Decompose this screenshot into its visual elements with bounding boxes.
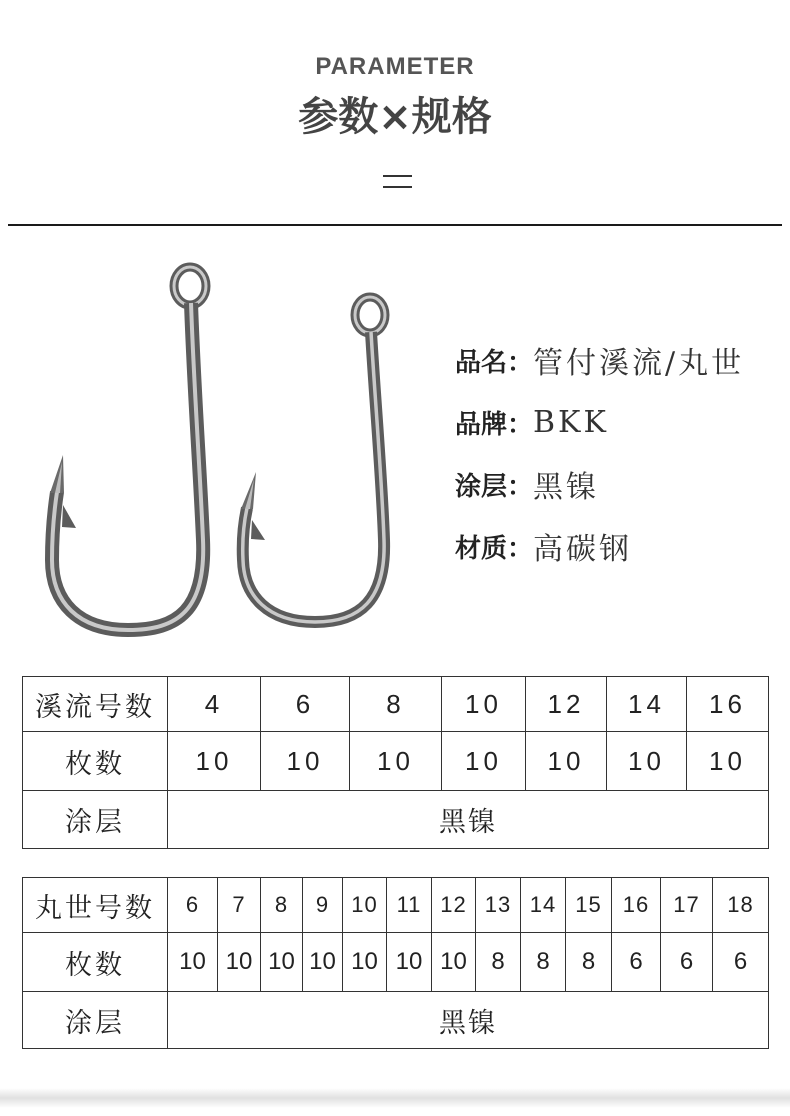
- spec-label: 涂层：: [455, 471, 534, 502]
- row-header-count: 枚数: [23, 933, 168, 992]
- header-divider: [8, 224, 782, 226]
- size-cell: 6: [168, 878, 218, 933]
- spec-value: 黑镍: [533, 470, 600, 505]
- stream-size-table: [22, 676, 769, 849]
- spec-label: 品名：: [455, 347, 534, 378]
- count-cell: 8: [521, 933, 566, 992]
- count-cell: 10: [607, 732, 687, 791]
- large-hook-icon: [50, 267, 206, 630]
- size-cell: 8: [261, 878, 303, 933]
- size-cell: 16: [612, 878, 661, 933]
- count-cell: 6: [612, 933, 661, 992]
- spec-label: 材质：: [455, 533, 534, 564]
- row-header-coating: 涂层: [23, 992, 168, 1049]
- coating-cell: 黑镍: [168, 791, 769, 849]
- spec-row-product-name: [455, 329, 744, 391]
- spec-row-coating: [455, 453, 744, 515]
- table-row-sizes: [23, 878, 769, 933]
- spec-value: 管付溪流/丸世: [533, 346, 745, 381]
- row-header-coating: 涂层: [23, 791, 168, 849]
- count-cell: 10: [168, 933, 218, 992]
- count-cell: 10: [526, 732, 607, 791]
- size-cell: 18: [713, 878, 769, 933]
- size-cell: 4: [168, 677, 261, 732]
- size-cell: 10: [343, 878, 387, 933]
- count-cell: 10: [218, 933, 261, 992]
- count-cell: 10: [303, 933, 343, 992]
- spec-label: 品牌：: [455, 409, 534, 440]
- small-hook-icon: [241, 297, 385, 622]
- spec-value: BKK: [533, 404, 609, 440]
- count-cell: 10: [261, 933, 303, 992]
- size-cell: 9: [303, 878, 343, 933]
- size-cell: 11: [387, 878, 432, 933]
- spec-list: [455, 329, 744, 577]
- count-cell: 10: [343, 933, 387, 992]
- count-cell: 10: [168, 732, 261, 791]
- count-cell: 6: [661, 933, 713, 992]
- row-header-size: 丸世号数: [23, 878, 168, 933]
- bottom-shadow: [0, 1088, 790, 1108]
- count-cell: 10: [350, 732, 442, 791]
- size-cell: 14: [607, 677, 687, 732]
- spec-row-brand: [455, 391, 744, 453]
- size-cell: 13: [476, 878, 521, 933]
- count-cell: 10: [432, 933, 476, 992]
- table-row-counts: [23, 732, 769, 791]
- count-cell: 10: [442, 732, 526, 791]
- size-cell: 7: [218, 878, 261, 933]
- row-header-count: 枚数: [23, 732, 168, 791]
- table-row-sizes: [23, 677, 769, 732]
- spec-row-material: [455, 515, 744, 577]
- size-cell: 6: [261, 677, 350, 732]
- title-ornament-line-bottom: [383, 186, 412, 188]
- count-cell: 6: [713, 933, 769, 992]
- size-cell: 10: [442, 677, 526, 732]
- size-cell: 12: [526, 677, 607, 732]
- fishing-hooks-icon: [30, 250, 410, 650]
- title-ornament-line-top: [383, 175, 412, 177]
- count-cell: 8: [566, 933, 612, 992]
- count-cell: 8: [476, 933, 521, 992]
- count-cell: 10: [387, 933, 432, 992]
- page-title: 参数×规格: [298, 94, 492, 140]
- spec-value: 高碳钢: [533, 532, 633, 567]
- size-cell: 14: [521, 878, 566, 933]
- size-cell: 16: [687, 677, 769, 732]
- count-cell: 10: [261, 732, 350, 791]
- section-eyebrow: PARAMETER: [315, 53, 475, 80]
- size-cell: 17: [661, 878, 713, 933]
- row-header-size: 溪流号数: [23, 677, 168, 732]
- size-cell: 15: [566, 878, 612, 933]
- table-row-counts: [23, 933, 769, 992]
- maruse-size-table: [22, 877, 769, 1049]
- count-cell: 10: [687, 732, 769, 791]
- table-row-coating: [23, 791, 769, 849]
- size-cell: 8: [350, 677, 442, 732]
- table-row-coating: [23, 992, 769, 1049]
- coating-cell: 黑镍: [168, 992, 769, 1049]
- size-cell: 12: [432, 878, 476, 933]
